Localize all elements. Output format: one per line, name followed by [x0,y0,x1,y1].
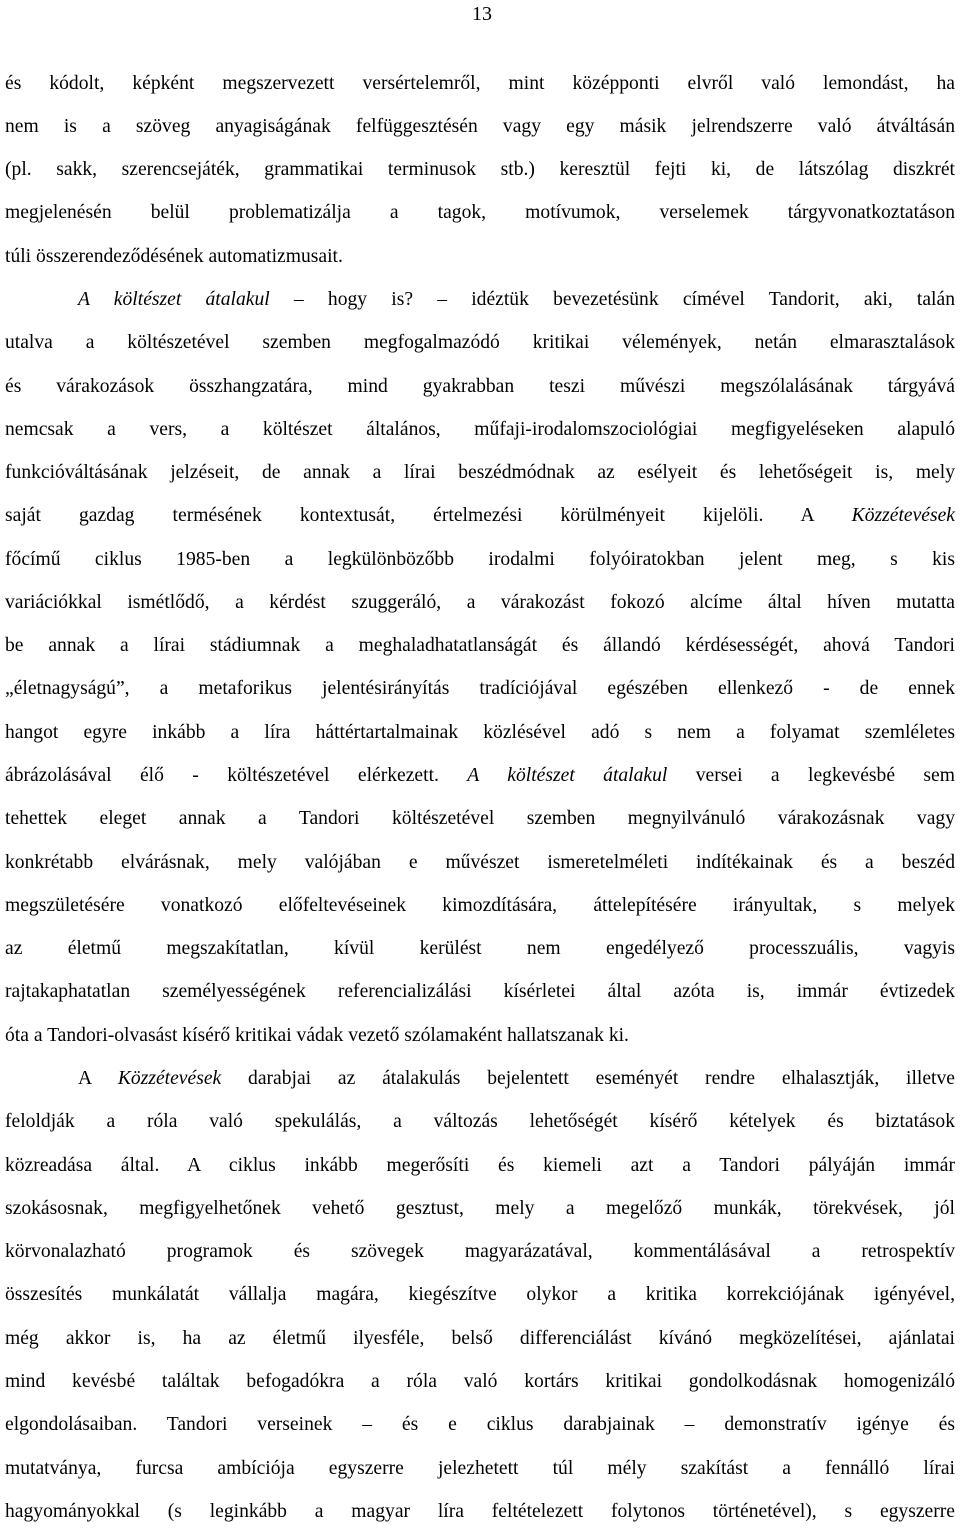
text-line: funkcióváltásának jelzéseit, de annak a lírai beszédmódnak az esélyeit és lehetőségeit is, mely [5,462,955,483]
text-line: nemcsak a vers, a költészet általános, műfaji-irodalomszociológiai megfigyeléseken alapuló [5,419,955,440]
text-line: ábrázolásával élő - költészetével elérkezett. A költészet átalakul versei a legkevésbé sem [5,765,955,786]
text-line: még akkor is, ha az életmű ilyesféle, belső differenciálást kívánó megközelítései, ajánlatai [5,1328,955,1349]
text-line: az életmű megszakítatlan, kívül kerülést nem engedélyező processzuális, vagyis [5,938,955,959]
text-line: A Közzétevések darabjai az átalakulás bejelentett eseményét rendre elhalasztják, illetve [78,1068,955,1089]
italic-title: Közzétevések [851,505,955,526]
text-line: utalva a költészetével szemben megfogalmazódó kritikai vélemények, netán elmarasztalások [5,332,955,353]
text-line: szokásosnak, megfigyelhetőnek vehető gesztust, mely a megelőző munkák, törekvések, jól [5,1198,955,1219]
text-line: konkrétabb elvárásnak, mely valójában e művészet ismeretelméleti indítékainak és a beszéd [5,852,955,873]
text-line: hangot egyre inkább a líra háttértartalmainak közlésével adó s nem a folyamat szemléletes [5,722,955,743]
page-number: 13 [472,3,492,25]
text-line: „életnagyságú”, a metaforikus jelentésirányítás tradíciójával egészében ellenkező - de ennek [5,678,955,699]
text-line: körvonalazható programok és szövegek magyarázatával, kommentálásával a retrospektív [5,1241,955,1262]
text-line: be annak a lírai stádiumnak a meghaladhatatlanságát és állandó kérdésességét, ahová Tandori [5,635,955,656]
text-line: elgondolásaiban. Tandori verseinek – és e ciklus darabjainak – demonstratív igénye és [5,1414,955,1435]
text-line: főcímű ciklus 1985-ben a legkülönbözőbb irodalmi folyóiratokban jelent meg, s kis [5,549,955,570]
text-line: összesítés munkálatát vállalja magára, kiegészítve olykor a kritika korrekciójának igényével, [5,1284,955,1305]
text-line: tehettek eleget annak a Tandori költészetével szemben megnyilvánuló várakozásnak vagy [5,808,955,829]
text-line: rajtakaphatatlan személyességének referencializálási kísérletei által azóta is, immár évtizedek [5,981,955,1002]
text-line: saját gazdag termésének kontextusát, értelmezési körülményeit kijelöli. A Közzétevések [5,505,955,526]
text-line: hagyományokkal (s leginkább a magyar líra feltételezett folytonos történetével), s egyszerre [5,1501,955,1522]
italic-title: A költészet átalakul [467,765,668,786]
text-line: feloldják a róla való spekulálás, a változás lehetőségét kísérő kételyek és biztatások [5,1111,955,1132]
text-line: és várakozások összhangzatára, mind gyakrabban teszi művészi megszólalásának tárgyává [5,376,955,397]
italic-title: A költészet átalakul [78,289,270,310]
text-line: óta a Tandori-olvasást kísérő kritikai vádak vezető szólamaként hallatszanak ki. [5,1025,629,1046]
text-line: közreadása által. A ciklus inkább megerősíti és kiemeli azt a Tandori pályáján immár [5,1155,955,1176]
text-line: mind kevésbé találtak befogadókra a róla való kortárs kritikai gondolkodásnak homogenizáló [5,1371,955,1392]
text-line: A költészet átalakul – hogy is? – idéztük bevezetésünk címével Tandorit, aki, talán [78,289,955,310]
text-line: mutatványa, furcsa ambíciója egyszerre jelezhetett túl mély szakítást a fennálló lírai [5,1458,955,1479]
text-line: túli összerendeződésének automatizmusait. [5,246,343,267]
text-line: nem is a szöveg anyagiságának felfüggesztésén vagy egy másik jelrendszerre való átváltásán [5,116,955,137]
text-line: és kódolt, képként megszervezett versértelemről, mint középponti elvről való lemondást, ha [5,73,955,94]
text-line: (pl. sakk, szerencsejáték, grammatikai terminusok stb.) keresztül fejti ki, de látszólag diszkrét [5,159,955,180]
text-line: megszületésére vonatkozó előfeltevéseinek kimozdítására, áttelepítésére irányultak, s melyek [5,895,955,916]
text-line: variációkkal ismétlődő, a kérdést szuggeráló, a várakozást fokozó alcíme által híven mutatta [5,592,955,613]
text-line: megjelenésén belül problematizálja a tagok, motívumok, verselemek tárgyvonatkoztatáson [5,202,955,223]
italic-title: Közzétevések [117,1068,222,1089]
